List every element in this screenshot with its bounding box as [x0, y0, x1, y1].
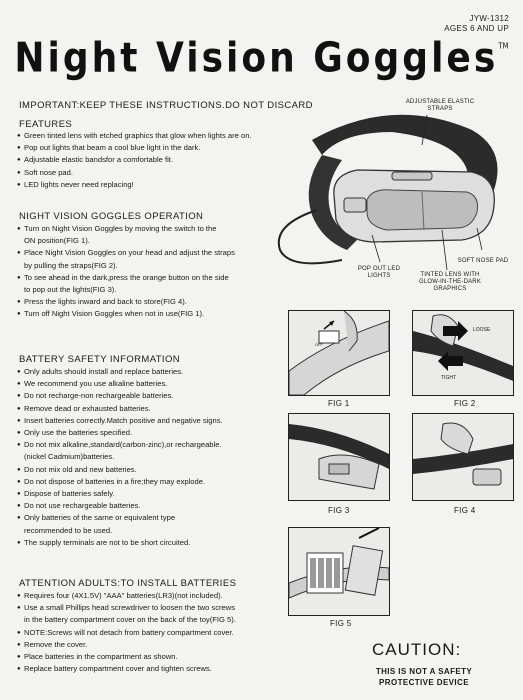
install-heading: ATTENTION ADULTS:TO INSTALL BATTERIES [19, 578, 237, 589]
callout-led-lights: POP OUT LED LIGHTS [357, 266, 401, 279]
page-title [0, 35, 523, 82]
list-item: in the battery compartment cover on the back of the toy(FIG 5). [24, 615, 236, 625]
battery-safety-heading: BATTERY SAFETY INFORMATION [19, 354, 181, 365]
fig3-caption: FIG 3 [328, 506, 350, 515]
callout-tinted-lens: TINTED LENS WITH GLOW-IN-THE-DARK GRAPHICS [418, 272, 482, 292]
list-item: (nickel Cadmium)batteries. [24, 452, 115, 462]
warning-line-1: THIS IS NOT A SAFETY [375, 667, 473, 676]
callout-nose-pad: SOFT NOSE PAD [457, 258, 509, 264]
model-number: JYW-1312 [469, 14, 509, 23]
list-item: ● Adjustable elastic bandsfor a comfortable fit. [17, 154, 252, 166]
off-label: OFF [315, 342, 323, 347]
list-item: ● Do not use rechargeable batteries. [17, 500, 223, 512]
operation-list [17, 223, 235, 321]
list-item: ● Do not mix alkaline,standard(carbon-zinc),or rechargeable. [17, 439, 223, 451]
list-item: ● Place batteries in the compartment as shown. [17, 651, 236, 663]
list-item: ● Turn off Night Vision Goggles when not in use(FIG 1). [17, 308, 235, 320]
loose-label: LOOSE [473, 327, 491, 333]
operation-heading: NIGHT VISION GOGGLES OPERATION [19, 211, 204, 222]
list-item: ● Only adults should install and replace batteries. [17, 366, 223, 378]
figure-3 [288, 413, 390, 501]
figure-2-drawing [413, 311, 513, 395]
warning-line-2: PROTECTIVE DEVICE [379, 678, 469, 687]
list-item: ● Use a small Phillips head screwdriver to loosen the two screws [17, 602, 236, 614]
list-item: ● Dispose of batteries safely. [17, 488, 223, 500]
fig5-caption: FIG 5 [330, 619, 352, 628]
list-item: ● Replace battery compartment cover and tighten screws. [17, 663, 236, 675]
figure-1-drawing [289, 311, 389, 395]
figure-2 [412, 310, 514, 396]
list-item: ● Turn on Night Vision Goggles by moving the switch to the [17, 223, 235, 235]
fig2-caption: FIG 2 [454, 399, 476, 408]
fig1-caption: FIG 1 [328, 399, 350, 408]
figure-1 [288, 310, 390, 396]
figure-4 [412, 413, 514, 501]
list-item: ● Only use the batteries specified. [17, 427, 223, 439]
list-item: ● We recommend you use alkaline batteries. [17, 378, 223, 390]
battery-safety-list [17, 366, 223, 549]
trademark-mark: TM [498, 41, 509, 52]
model-info [444, 14, 509, 34]
list-item: ● NOTE:Screws will not detach from battery compartment cover. [17, 627, 236, 639]
fig4-caption: FIG 4 [454, 506, 476, 515]
figure-4-drawing [413, 414, 513, 500]
figure-5 [288, 527, 390, 616]
list-item: ● Green tinted lens with etched graphics that glow when lights are on. [17, 130, 252, 142]
tight-label: TIGHT [441, 375, 456, 381]
list-item: ● Do not dispose of batteries in a fire;they may explode. [17, 476, 223, 488]
list-item: ● Place Night Vision Goggles on your head and adjust the straps [17, 247, 235, 259]
list-item: ● Remove the cover. [17, 639, 236, 651]
caution-heading: CAUTION: [372, 640, 462, 659]
list-item: ● Press the lights inward and back to store(FIG 4). [17, 296, 235, 308]
title-text: Night Vision Goggles [14, 34, 499, 83]
list-item: recommended to be used. [24, 525, 113, 535]
figure-5-drawing [289, 528, 389, 615]
list-item: ● Insert batteries correctly.Match positive and negative signs. [17, 415, 223, 427]
callout-straps: ADJUSTABLE ELASTIC STRAPS [405, 99, 475, 112]
install-list [17, 590, 236, 675]
safety-warning [360, 666, 488, 688]
list-item: ● Pop out lights that beam a cool blue light in the dark. [17, 142, 252, 154]
list-item: ● Soft nose pad. [17, 167, 252, 179]
goggles-illustration [272, 100, 517, 275]
list-item: ● Requires four (4X1.5V) "AAA" batteries(LR3)(not included). [17, 590, 236, 602]
list-item: by pulling the straps(FIG 2). [24, 260, 118, 270]
features-heading: FEATURES [19, 119, 73, 130]
important-notice: IMPORTANT:KEEP THESE INSTRUCTIONS.DO NOT DISCARD [19, 100, 313, 111]
list-item: ON position(FIG 1). [24, 236, 90, 246]
list-item: ● LED lights never need replacing! [17, 179, 252, 191]
figure-3-drawing [289, 414, 389, 500]
list-item: ● The supply terminals are not to be short circuited. [17, 537, 223, 549]
list-item: ● Only batteries of the sarne or equivalent type [17, 512, 223, 524]
list-item: ● Do not recharge-non rechargeable batteries. [17, 390, 223, 402]
list-item: ● Do not mix old and new batteries. [17, 464, 223, 476]
features-list [17, 130, 252, 191]
list-item: ● To see ahead in the dark,press the orange button on the side [17, 272, 235, 284]
age-rating: AGES 6 AND UP [444, 24, 509, 33]
list-item: ● Remove dead or exhausted batteries. [17, 403, 223, 415]
list-item: to pop out the lights(FIG 3). [24, 285, 117, 295]
